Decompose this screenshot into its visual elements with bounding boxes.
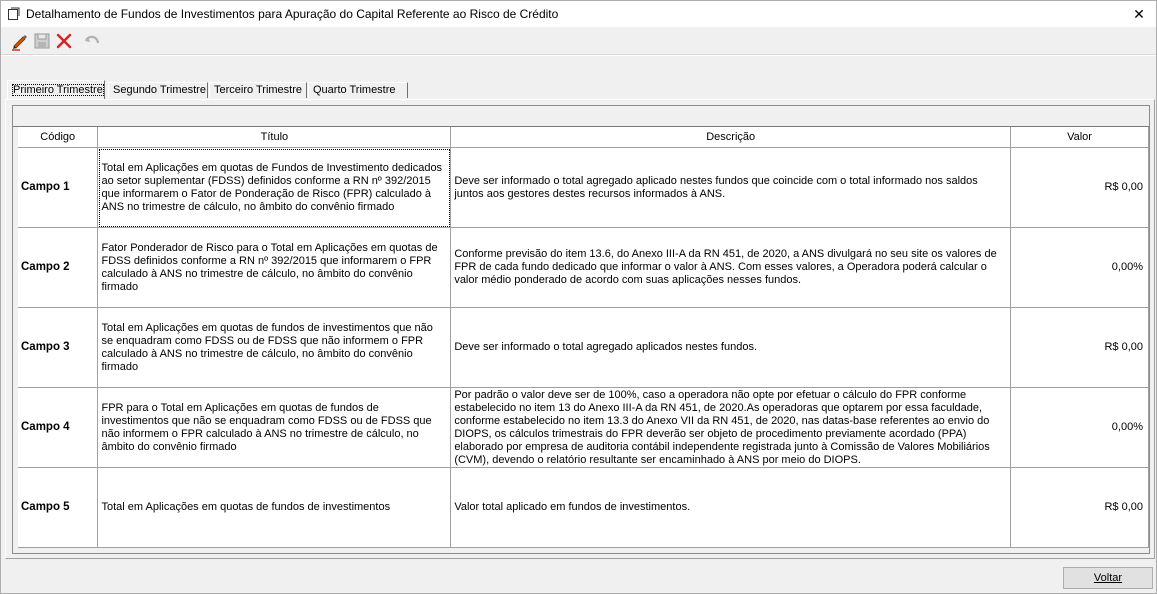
app-window-icon bbox=[7, 7, 21, 21]
cell-descricao[interactable]: Valor total aplicado em fundos de investimentos. bbox=[451, 468, 1011, 548]
cell-valor[interactable]: R$ 0,00 bbox=[1011, 468, 1149, 548]
delete-icon[interactable] bbox=[54, 31, 74, 51]
edit-pencil-icon[interactable] bbox=[10, 31, 30, 51]
tab-label: Terceiro Trimestre bbox=[214, 84, 303, 96]
cell-codigo[interactable]: Campo 3 bbox=[18, 308, 98, 388]
tab-primeiro-trimestre[interactable] bbox=[7, 80, 105, 99]
table-row[interactable] bbox=[18, 308, 1149, 388]
cell-titulo[interactable]: Total em Aplicações em quotas de fundos de investimentos bbox=[98, 468, 451, 548]
col-header-codigo[interactable]: Código bbox=[18, 127, 98, 148]
col-header-valor[interactable]: Valor bbox=[1011, 127, 1149, 148]
cell-titulo[interactable]: Total em Aplicações em quotas de Fundos de Investimento dedicados ao setor suplementar (FDSS) definidos conforme a RN nº 392/2015 que informarem o Fator de Ponderação de Risco (FPR) calculado à ANS no trimestre de cálculo, no âmbito do convênio firmado bbox=[98, 148, 451, 228]
table-header-row bbox=[18, 127, 1149, 148]
table-row[interactable] bbox=[18, 468, 1149, 548]
cell-codigo[interactable]: Campo 2 bbox=[18, 228, 98, 308]
cell-valor[interactable]: 0,00% bbox=[1011, 228, 1149, 308]
close-icon[interactable]: ✕ bbox=[1133, 6, 1145, 22]
cell-codigo[interactable]: Campo 5 bbox=[18, 468, 98, 548]
col-header-titulo[interactable]: Título bbox=[98, 127, 451, 148]
window-title: Detalhamento de Fundos de Investimentos para Apuração do Capital Referente ao Risco de Crédito bbox=[26, 7, 559, 21]
table-row[interactable] bbox=[18, 148, 1149, 228]
toolbar-divider bbox=[1, 54, 1156, 56]
table-row[interactable] bbox=[18, 228, 1149, 308]
toolbar bbox=[1, 28, 1156, 54]
col-header-descricao[interactable]: Descrição bbox=[451, 127, 1011, 148]
cell-valor[interactable]: R$ 0,00 bbox=[1011, 148, 1149, 228]
cell-descricao[interactable]: Por padrão o valor deve ser de 100%, caso a operadora não opte por efetuar o cálculo do FPR conforme estabelecido no item 13 do Anexo III-A da RN 451, de 2020.As operadoras que optarem por essa faculdade, conforme estabelecido no item 13.3 do Anexo VII da RN 451, de 2020, nas datas-base referentes ao envio do DIOPS, os cálculos trimestrais do FPR deverão ser objeto de procedimento previamente acordado (PPA) elaborado por empresa de auditoria contábil independente registrada junto à Comissão de Valores Mobiliários (CVM), devendo o relatório resultante ser encaminhado à ANS por meio do DIOPS. bbox=[451, 388, 1011, 468]
cell-valor[interactable]: R$ 0,00 bbox=[1011, 308, 1149, 388]
cell-codigo[interactable]: Campo 4 bbox=[18, 388, 98, 468]
cell-valor[interactable]: 0,00% bbox=[1011, 388, 1149, 468]
tab-label: Quarto Trimestre bbox=[313, 84, 396, 96]
cell-titulo[interactable]: FPR para o Total em Aplicações em quotas de fundos de investimentos que não se enquadram como FDSS ou de FDSS que não informem o FPR calculado à ANS no trimestre de cálculo, no âmbito do convênio firmado bbox=[98, 388, 451, 468]
tab-label: Segundo Trimestre bbox=[113, 84, 206, 96]
fields-table bbox=[18, 127, 1149, 548]
cell-descricao[interactable]: Deve ser informado o total agregado aplicado nestes fundos que coincide com o total informado nos saldos juntos aos gestores destes recursos informados à ANS. bbox=[451, 148, 1011, 228]
tab-label: Primeiro Trimestre bbox=[13, 84, 103, 96]
tab-terceiro-trimestre[interactable] bbox=[209, 82, 307, 98]
cell-descricao[interactable]: Deve ser informado o total agregado aplicados nestes fundos. bbox=[451, 308, 1011, 388]
cell-descricao[interactable]: Conforme previsão do item 13.6, do Anexo III-A da RN 451, de 2020, a ANS divulgará no seu site os valores de FPR de cada fundo dedicado que informar o valor à ANS. Com esses valores, a Operadora poderá calcular o valor médio ponderado de acordo com suas aplicações nesses fundos. bbox=[451, 228, 1011, 308]
back-button-label: Voltar bbox=[1093, 572, 1123, 584]
grid-frame bbox=[12, 105, 1150, 554]
undo-icon bbox=[82, 31, 102, 51]
back-button[interactable] bbox=[1063, 567, 1153, 589]
table-row[interactable] bbox=[18, 388, 1149, 468]
cell-codigo[interactable]: Campo 1 bbox=[18, 148, 98, 228]
cell-titulo[interactable]: Total em Aplicações em quotas de fundos de investimentos que não se enquadram como FDSS ou de FDSS que não informem o FPR calculado à ANS no trimestre de cálculo, no âmbito do convênio firmado bbox=[98, 308, 451, 388]
tab-quarto-trimestre[interactable] bbox=[308, 82, 408, 98]
data-grid[interactable] bbox=[13, 126, 1149, 554]
save-icon bbox=[32, 31, 52, 51]
cell-titulo[interactable]: Fator Ponderador de Risco para o Total em Aplicações em quotas de FDSS definidos conforme a RN nº 392/2015 que informarem o FPR calculado à ANS no trimestre de cálculo, no âmbito do convênio firmado bbox=[98, 228, 451, 308]
tab-segundo-trimestre[interactable] bbox=[108, 82, 208, 98]
title-bar bbox=[1, 1, 1156, 27]
tab-panel bbox=[5, 99, 1155, 559]
